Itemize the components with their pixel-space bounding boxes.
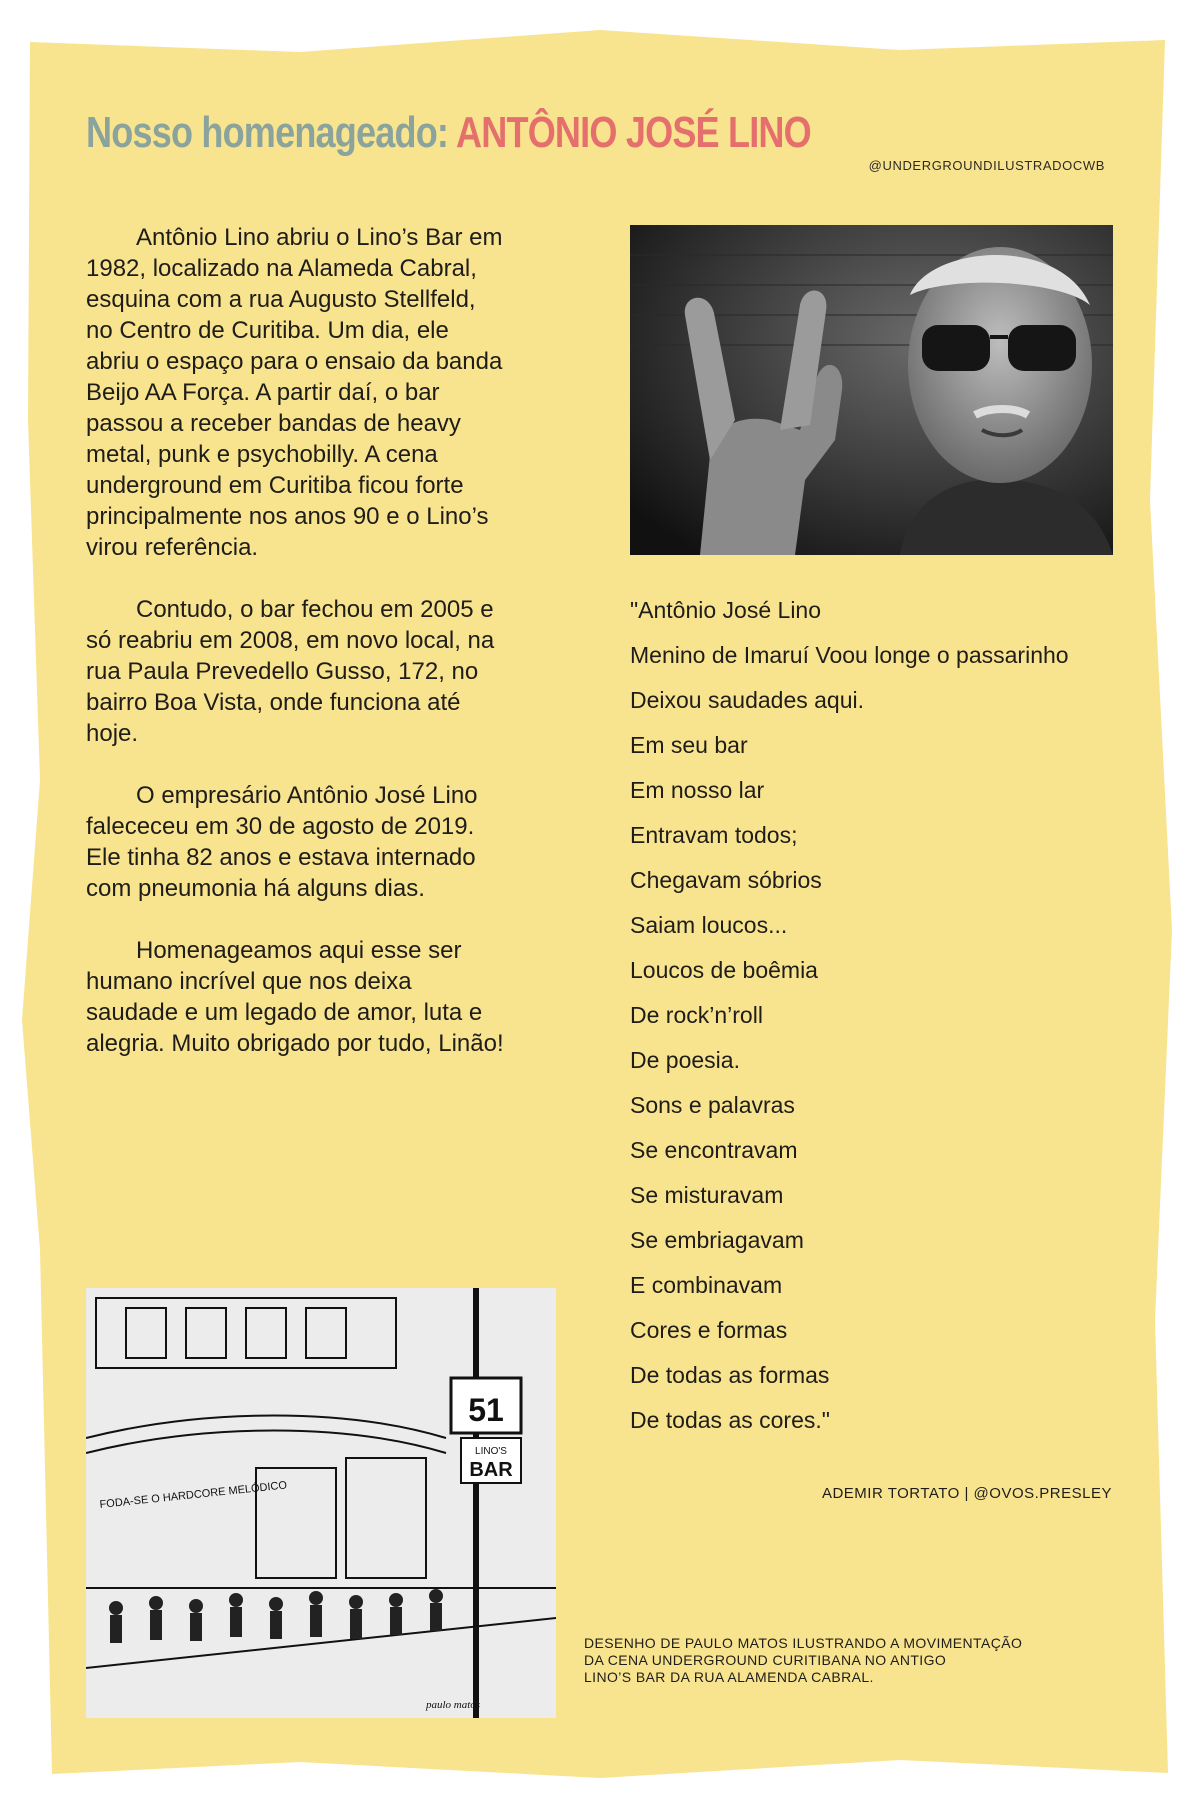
portrait-photo xyxy=(630,225,1113,555)
poem-line: De todas as cores." xyxy=(630,1407,830,1433)
poem-line: E combinavam xyxy=(630,1272,783,1298)
title-name: ANTÔNIO JOSÉ LINO xyxy=(455,108,811,157)
poem xyxy=(630,588,1110,1443)
poem-line: De todas as formas xyxy=(630,1362,830,1388)
caption-line: DESENHO DE PAULO MATOS ILUSTRANDO A MOVIMENTAÇÃO xyxy=(584,1635,1023,1651)
poem-line: De rock’n’roll xyxy=(630,1002,763,1028)
poem-line: Sons e palavras xyxy=(630,1092,795,1118)
article-paragraph: Contudo, o bar fechou em 2005 e só reabriu em 2008, em novo local, na rua Paula Prevedello Gusso, 172, no bairro Boa Vista, onde funciona até hoje. xyxy=(86,596,495,747)
wall-text: FODA-SE O HARDCORE MELÓDICO xyxy=(99,1479,288,1511)
article-paragraph: O empresário Antônio José Lino falececeu em 30 de agosto de 2019. Ele tinha 82 anos e estava internado com pneumonia há alguns dias. xyxy=(86,782,478,902)
poem-credit: ADEMIR TORTATO | @OVOS.PRESLEY xyxy=(821,1485,1112,1502)
artist-signature: paulo matos xyxy=(426,1699,481,1711)
portrait-illustration xyxy=(630,225,1113,555)
caption-line: DA CENA UNDERGROUND CURITIBANA NO ANTIGO xyxy=(584,1652,947,1668)
poem-line: Saiam loucos... xyxy=(630,912,788,938)
page-title xyxy=(86,108,811,158)
poem-line: Se embriagavam xyxy=(630,1227,804,1253)
article-paragraph: Antônio Lino abriu o Lino’s Bar em 1982, localizado na Alameda Cabral, esquina com a rua Augusto Stellfeld, no Centro de Curitiba. Um dia, ele abriu o espaço para o ensaio da banda Beijo AA Força. A partir daí, o bar passou a receber bandas de heavy metal, punk e psychobilly. A cena underground em Curitiba ficou forte principalmente nos anos 90 e o Lino’s virou referência. xyxy=(86,224,503,561)
poem-line: Entravam todos; xyxy=(630,822,798,848)
poem-line: Menino de Imaruí Voou longe o passarinho xyxy=(630,642,1069,668)
poem-line: Chegavam sóbrios xyxy=(630,867,822,893)
street-drawing xyxy=(86,1288,556,1718)
poem-line: Se encontravam xyxy=(630,1137,798,1163)
street-illustration xyxy=(86,1288,556,1718)
caption-line: LINO’S BAR DA RUA ALAMENDA CABRAL. xyxy=(584,1669,874,1685)
instagram-handle: @UNDERGROUNDILUSTRADOCWB xyxy=(868,158,1105,173)
sign-text-2: BAR xyxy=(469,1459,513,1481)
article-paragraph: Homenageamos aqui esse ser humano incrível que nos deixa saudade e um legado de amor, luta e alegria. Muito obrigado por tudo, Linão! xyxy=(86,937,504,1057)
drawing-caption xyxy=(584,1635,1054,1686)
poem-line: Deixou saudades aqui. xyxy=(630,687,864,713)
poem-line: Em seu bar xyxy=(630,732,748,758)
sign-text-1: LINO'S xyxy=(475,1446,507,1457)
poem-line: De poesia. xyxy=(630,1047,740,1073)
poem-line: Cores e formas xyxy=(630,1317,788,1343)
poem-line: "Antônio José Lino xyxy=(630,597,822,623)
sign-number: 51 xyxy=(468,1392,504,1428)
title-prefix: Nosso homenageado: xyxy=(86,108,449,157)
poem-line: Loucos de boêmia xyxy=(630,957,818,983)
poem-line: Em nosso lar xyxy=(630,777,765,803)
article-body xyxy=(86,222,506,1090)
poem-line: Se misturavam xyxy=(630,1182,784,1208)
